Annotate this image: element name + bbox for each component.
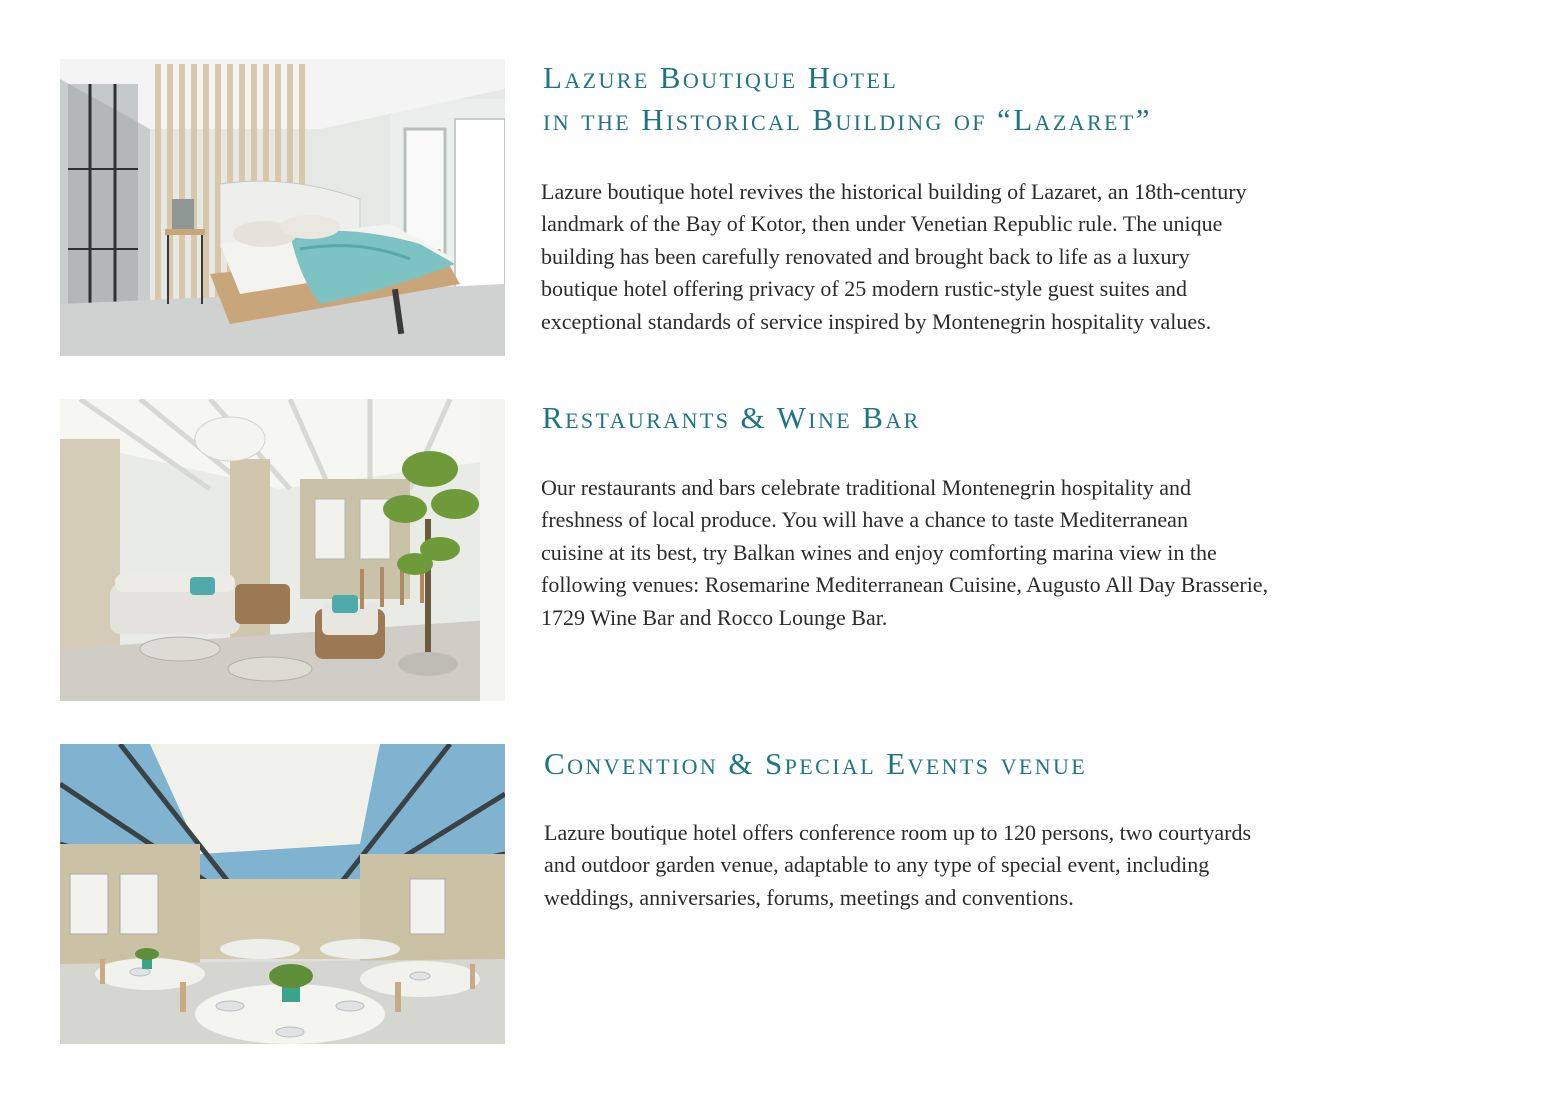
hotel-heading — [543, 57, 1152, 141]
convention-heading-line: Convention & Special Events venue — [544, 746, 1088, 781]
restaurant-illustration — [60, 399, 505, 701]
hotel-suite-illustration — [60, 59, 505, 356]
restaurants-description-line: cuisine at its best, try Balkan wines and enjoy comforting marina view in the — [541, 539, 1217, 565]
convention-photo — [60, 744, 505, 1044]
convention-description-line: weddings, anniversaries, forums, meetings and conventions. — [544, 884, 1074, 910]
convention-heading — [544, 743, 1087, 785]
hotel-description-line: Lazure boutique hotel revives the historical building of Lazaret, an 18th-century — [541, 179, 1247, 204]
hotel-heading-line-1: Lazure Boutique Hotel — [543, 60, 899, 95]
hotel-description-line: landmark of the Bay of Kotor, then under Venetian Republic rule. The unique — [541, 211, 1223, 237]
hotel-description-line: building has been carefully renovated and brought back to life as a luxury — [541, 243, 1190, 269]
hotel-description-line: exceptional standards of service inspired by Montenegrin hospitality values. — [541, 308, 1212, 334]
restaurants-description-line: Our restaurants and bars celebrate traditional Montenegrin hospitality and — [541, 475, 1192, 500]
restaurant-photo — [60, 399, 505, 701]
restaurants-heading — [542, 397, 921, 439]
convention-description — [544, 817, 1251, 914]
hotel-suite-photo — [60, 59, 505, 356]
convention-description-line: Lazure boutique hotel offers conference room up to 120 persons, two courtyards — [544, 820, 1252, 845]
convention-illustration — [60, 744, 505, 1044]
restaurants-description-line: 1729 Wine Bar and Rocco Lounge Bar. — [541, 604, 888, 630]
restaurants-heading-line: Restaurants & Wine Bar — [542, 400, 921, 435]
section-convention — [0, 720, 1568, 1090]
section-restaurants — [0, 380, 1568, 720]
hotel-description — [541, 176, 1247, 338]
hotel-description-line: boutique hotel offering privacy of 25 modern rustic-style guest suites and — [541, 276, 1188, 302]
restaurants-description-line: freshness of local produce. You will have a chance to taste Mediterranean — [541, 507, 1188, 533]
restaurants-description-line: following venues: Rosemarine Mediterranean Cuisine, Augusto All Day Brasserie, — [541, 572, 1269, 598]
convention-description-line: and outdoor garden venue, adaptable to any type of special event, including — [544, 852, 1210, 878]
hotel-heading-line-2: in the Historical Building of “Lazaret” — [543, 102, 1152, 137]
restaurants-description — [541, 472, 1268, 634]
section-hotel — [0, 0, 1568, 380]
